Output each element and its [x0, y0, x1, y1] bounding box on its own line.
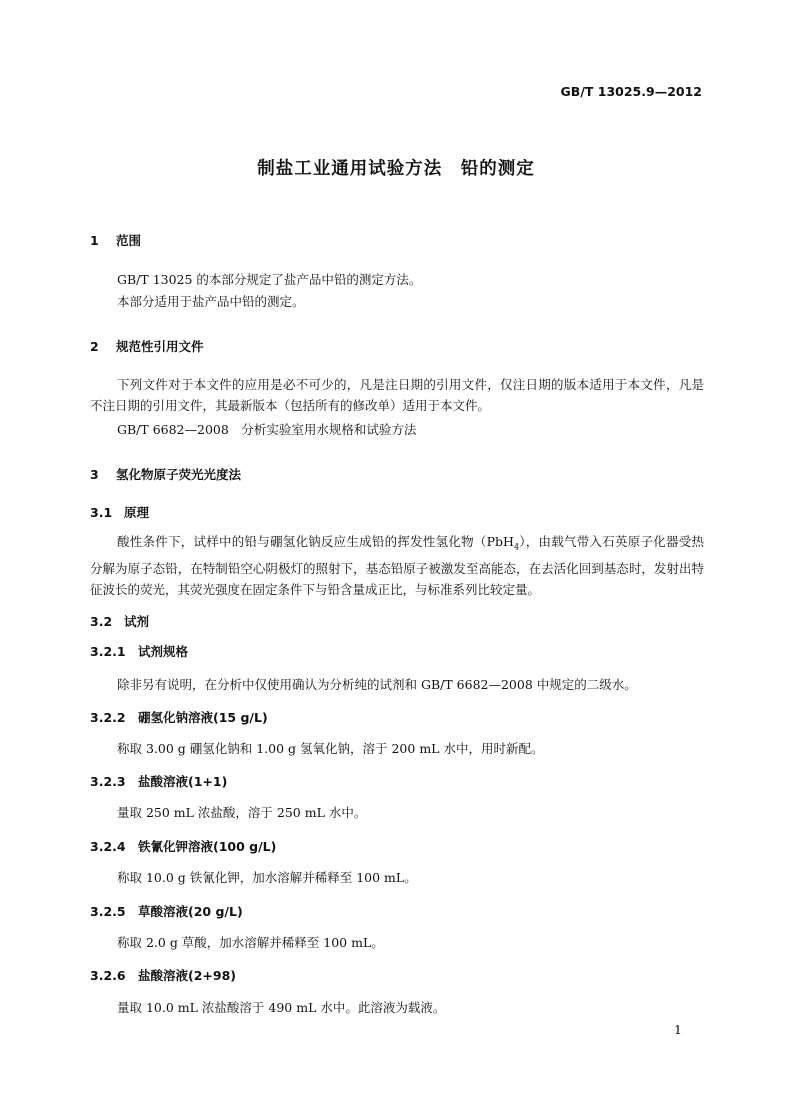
item-3-2-2-heading: [90, 708, 268, 726]
item-3-2-3-heading: [90, 772, 227, 790]
section-number: 1: [90, 233, 99, 248]
item-3-2-3-text: 量取 250 mL 浓盐酸，溶于 250 mL 水中。: [117, 805, 367, 820]
item-number: 3.2.2: [90, 710, 126, 725]
section-title: 原理: [124, 505, 150, 520]
principle-subscript: 4: [513, 542, 520, 552]
item-title: 硼氢化钠溶液(15 g/L): [138, 710, 268, 725]
item-3-2-4-heading: [90, 837, 276, 855]
item-title: 铁氰化钾溶液(100 g/L): [138, 839, 277, 854]
item-number: 3.2.6: [90, 968, 126, 983]
section-number: 3: [90, 467, 99, 482]
standard-number: GB/T 13025.9—2012: [560, 84, 702, 99]
item-title: 盐酸溶液(1+1): [138, 774, 228, 789]
item-title: 试剂规格: [138, 644, 189, 659]
reference-item: GB/T 6682—2008 分析实验室用水规格和试验方法: [117, 422, 417, 437]
item-3-2-2-text: 称取 3.00 g 硼氢化钠和 1.00 g 氢氧化钠，溶于 200 mL 水中，用时新配。: [117, 741, 544, 756]
item-3-2-5-heading: [90, 902, 243, 920]
item-number: 3.2.4: [90, 839, 126, 854]
section-1-heading: [90, 231, 141, 249]
principle-text-a: 酸性条件下，试样中的铅与硼氢化钠反应生成铅的挥发性氢化物（PbH: [117, 534, 514, 549]
section-number: 3.1: [90, 505, 113, 520]
page-number: 1: [674, 1022, 682, 1037]
section-title: 范围: [116, 233, 142, 248]
section-number: 3.2: [90, 614, 113, 629]
section-title: 氢化物原子荧光光度法: [116, 467, 242, 482]
references-paragraph: 下列文件对于本文件的应用是必不可少的，凡是注日期的引用文件，仅注日期的版本适用于本文件，凡是不注日期的引用文件，其最新版本（包括所有的修改单）适用于本文件。: [90, 377, 704, 413]
item-title: 盐酸溶液(2+98): [138, 968, 236, 983]
item-3-2-6-text: 量取 10.0 mL 浓盐酸溶于 490 mL 水中。此溶液为载液。: [117, 1000, 446, 1015]
item-3-2-4-text: 称取 10.0 g 铁氰化钾，加水溶解并稀释至 100 mL。: [117, 870, 417, 885]
scope-paragraph-2: 本部分适用于盐产品中铅的测定。: [117, 294, 305, 309]
principle-text-b: ），由载气带入石英原子化器受热分解为原子态铅，在特制铅空心阴极灯的照射下，基态铅原子被激发至高能态，在去活化回到基态时，发射出特征波长的荧光，其荧光强度在固定条件下与铅含量成正比，与标准系列比较定量。: [90, 534, 704, 597]
document-title: 制盐工业通用试验方法 铅的测定: [257, 159, 535, 179]
subsection-3-2-heading: [90, 612, 149, 630]
section-title: 规范性引用文件: [116, 339, 204, 354]
subsection-3-1-heading: [90, 503, 149, 521]
item-3-2-6-heading: [90, 966, 236, 984]
principle-paragraph: [90, 531, 704, 600]
section-2-heading: [90, 337, 204, 355]
scope-paragraph-1: GB/T 13025 的本部分规定了盐产品中铅的测定方法。: [117, 272, 422, 287]
item-3-2-5-text: 称取 2.0 g 草酸，加水溶解并稀释至 100 mL。: [117, 935, 384, 950]
item-3-2-1-text: 除非另有说明，在分析中仅使用确认为分析纯的试剂和 GB/T 6682—2008 中规定的二级水。: [117, 677, 637, 692]
item-number: 3.2.1: [90, 644, 126, 659]
item-number: 3.2.3: [90, 774, 126, 789]
section-number: 2: [90, 339, 99, 354]
item-3-2-1-heading: [90, 642, 188, 660]
item-title: 草酸溶液(20 g/L): [138, 904, 243, 919]
section-title: 试剂: [124, 614, 150, 629]
section-3-heading: [90, 465, 241, 483]
item-number: 3.2.5: [90, 904, 126, 919]
